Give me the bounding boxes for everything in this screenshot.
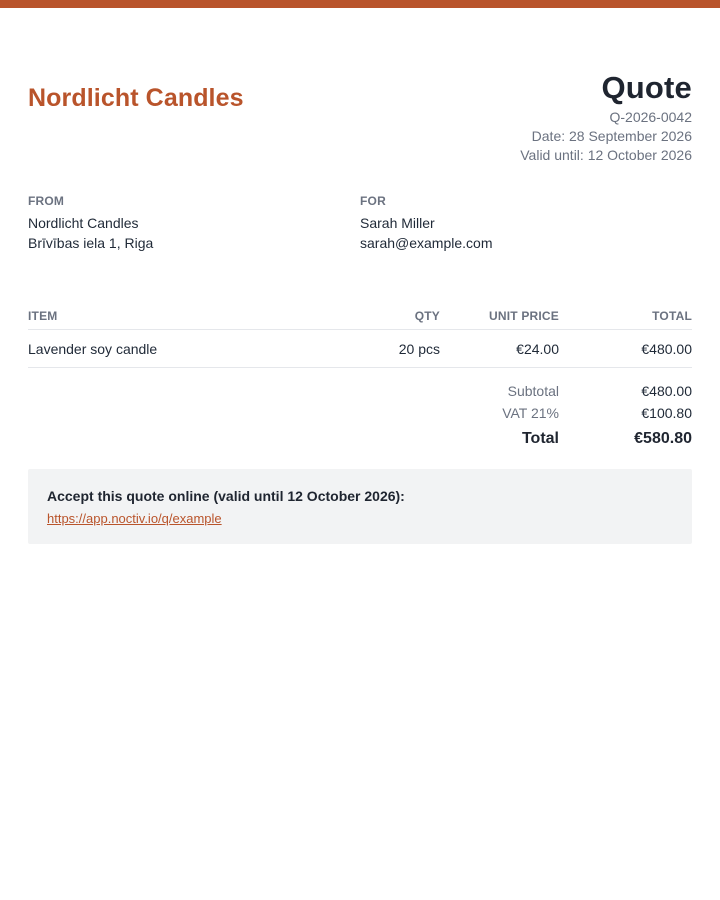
subtotal-value: €480.00	[641, 383, 692, 399]
vat-label: VAT 21%	[502, 405, 559, 421]
line-items-table	[28, 306, 692, 368]
from-name: Nordlicht Candles	[28, 215, 139, 231]
header-total: TOTAL	[652, 309, 692, 323]
for-label: FOR	[360, 194, 386, 208]
quote-number: Q-2026-0042	[609, 109, 692, 125]
row-total: €480.00	[641, 341, 692, 357]
company-name: Nordlicht Candles	[28, 84, 244, 112]
accept-quote-link[interactable]: https://app.noctiv.io/q/example	[47, 511, 222, 526]
quote-meta	[520, 70, 692, 165]
table-header-row	[28, 306, 692, 330]
total-label: Total	[521, 430, 559, 447]
row-item: Lavender soy candle	[28, 341, 158, 357]
vat-value: €100.80	[641, 405, 692, 421]
quote-valid-until: Valid until: 12 October 2026	[520, 147, 692, 163]
table-row	[28, 330, 692, 368]
from-address: Brīvības iela 1, Riga	[28, 235, 154, 251]
from-block	[28, 193, 153, 253]
parties	[28, 193, 692, 253]
header-item: ITEM	[28, 309, 58, 323]
quote-header	[28, 70, 692, 170]
for-email: sarah@example.com	[360, 235, 493, 251]
quote-document	[28, 0, 692, 900]
total-value: €580.80	[634, 430, 692, 447]
subtotal-row	[28, 380, 692, 402]
quote-date: Date: 28 September 2026	[531, 128, 692, 144]
document-title: Quote	[601, 70, 692, 105]
totals-block	[28, 380, 692, 452]
for-block	[360, 193, 493, 253]
subtotal-label: Subtotal	[507, 383, 559, 399]
from-label: FROM	[28, 194, 65, 208]
grand-total-row	[28, 426, 692, 452]
row-qty: 20 pcs	[398, 341, 440, 357]
vat-row	[28, 402, 692, 424]
header-qty: QTY	[414, 309, 440, 323]
row-unit-price: €24.00	[516, 341, 559, 357]
header-unit-price: UNIT PRICE	[488, 309, 559, 323]
accept-quote-panel	[28, 469, 692, 544]
accept-quote-text: Accept this quote online (valid until 12 October 2026):	[47, 488, 405, 504]
for-name: Sarah Miller	[360, 215, 435, 231]
